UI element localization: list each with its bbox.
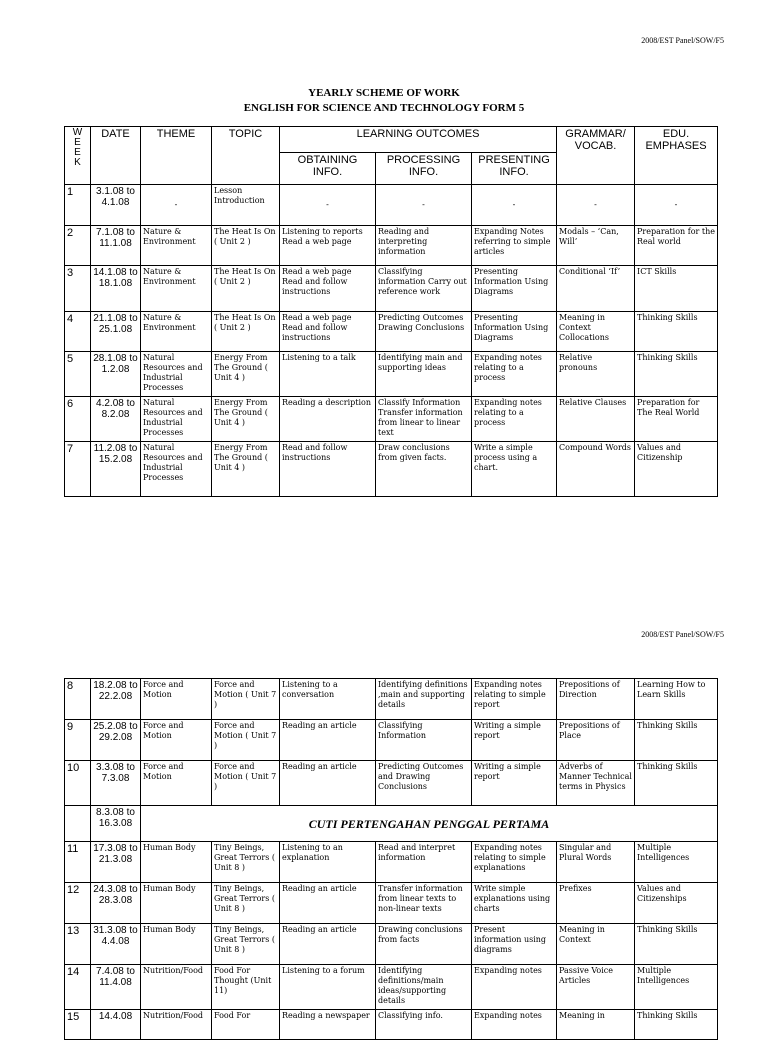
- date-cell: 7.1.08 to 11.1.08: [91, 226, 141, 266]
- obtaining-info-cell: Listening to a conversation: [280, 679, 376, 720]
- date-cell: 14.4.08: [91, 1010, 141, 1040]
- grammar-vocab-cell: Compound Words: [557, 442, 635, 497]
- edu-emphases-cell: Values and Citizenship: [635, 442, 718, 497]
- date-cell: 25.2.08 to 29.2.08: [91, 720, 141, 761]
- topic-cell: Energy From The Ground ( Unit 4 ): [212, 397, 280, 442]
- presenting-info-cell: Expanding notes: [472, 965, 557, 1010]
- processing-info-cell: Classifying Information: [376, 720, 472, 761]
- presenting-info-cell: Expanding notes relating to simple explanations: [472, 842, 557, 883]
- table-row: [65, 720, 718, 761]
- grammar-vocab-cell: Prefixes: [557, 883, 635, 924]
- table-row: [65, 883, 718, 924]
- grammar-vocab-cell: Meaning in Context: [557, 924, 635, 965]
- page-reference: 2008/EST Panel/SOW/F5: [641, 36, 724, 45]
- edu-emphases-cell: Multiple Intelligences: [635, 842, 718, 883]
- theme-cell: Nutrition/Food: [141, 965, 212, 1010]
- grammar-vocab-cell: Relative pronouns: [557, 352, 635, 397]
- obtaining-info-cell: Reading an article: [280, 761, 376, 806]
- processing-info-cell: Classifying information Carry out reference work: [376, 266, 472, 312]
- obtaining-info-cell: Reading a description: [280, 397, 376, 442]
- scheme-table-page2: [64, 678, 718, 1040]
- header-processing: PROCESSING INFO.: [376, 153, 472, 185]
- week-cell: 5: [65, 352, 91, 397]
- week-cell: 15: [65, 1010, 91, 1040]
- processing-info-cell: Transfer information from linear texts to non-linear texts: [376, 883, 472, 924]
- processing-info-cell: -: [376, 185, 472, 226]
- obtaining-info-cell: Reading an article: [280, 883, 376, 924]
- edu-emphases-cell: ICT Skills: [635, 266, 718, 312]
- theme-cell: Human Body: [141, 924, 212, 965]
- scheme-table-page1: [64, 126, 718, 497]
- theme-cell: Nature & Environment: [141, 226, 212, 266]
- processing-info-cell: Read and interpret information: [376, 842, 472, 883]
- week-cell: 11: [65, 842, 91, 883]
- date-cell: 3.1.08 to 4.1.08: [91, 185, 141, 226]
- header-obtaining: OBTAINING INFO.: [280, 153, 376, 185]
- topic-cell: Force and Motion ( Unit 7 ): [212, 679, 280, 720]
- obtaining-info-cell: Reading a newspaper: [280, 1010, 376, 1040]
- date-cell: 7.4.08 to 11.4.08: [91, 965, 141, 1010]
- date-cell: 8.3.08 to 16.3.08: [91, 806, 141, 842]
- table-row: [65, 924, 718, 965]
- obtaining-info-cell: Listening to reports Read a web page: [280, 226, 376, 266]
- obtaining-info-cell: Reading an article: [280, 720, 376, 761]
- table-row: [65, 185, 718, 226]
- date-cell: 24.3.08 to 28.3.08: [91, 883, 141, 924]
- date-cell: 3.3.08 to 7.3.08: [91, 761, 141, 806]
- date-cell: 18.2.08 to 22.2.08: [91, 679, 141, 720]
- presenting-info-cell: -: [472, 185, 557, 226]
- grammar-vocab-cell: Singular and Plural Words: [557, 842, 635, 883]
- theme-cell: Natural Resources and Industrial Processes: [141, 442, 212, 497]
- week-cell: 2: [65, 226, 91, 266]
- presenting-info-cell: Present information using diagrams: [472, 924, 557, 965]
- presenting-info-cell: Presenting Information Using Diagrams: [472, 312, 557, 352]
- date-cell: 17.3.08 to 21.3.08: [91, 842, 141, 883]
- theme-cell: Human Body: [141, 883, 212, 924]
- presenting-info-cell: Writing a simple report: [472, 761, 557, 806]
- grammar-vocab-cell: Prepositions of Direction: [557, 679, 635, 720]
- week-cell: 1: [65, 185, 91, 226]
- theme-cell: Nutrition/Food: [141, 1010, 212, 1040]
- edu-emphases-cell: Values and Citizenships: [635, 883, 718, 924]
- edu-emphases-cell: Thinking Skills: [635, 924, 718, 965]
- week-cell: 7: [65, 442, 91, 497]
- topic-cell: Tiny Beings, Great Terrors ( Unit 8 ): [212, 842, 280, 883]
- week-cell: 8: [65, 679, 91, 720]
- header-edu: EDU. EMPHASES: [635, 127, 718, 185]
- processing-info-cell: Predicting Outcomes and Drawing Conclusions: [376, 761, 472, 806]
- table-row: [65, 842, 718, 883]
- presenting-info-cell: Expanding Notes referring to simple articles: [472, 226, 557, 266]
- obtaining-info-cell: -: [280, 185, 376, 226]
- week-cell: 6: [65, 397, 91, 442]
- theme-cell: Nature & Environment: [141, 312, 212, 352]
- theme-cell: Natural Resources and Industrial Processes: [141, 397, 212, 442]
- obtaining-info-cell: Read and follow instructions: [280, 442, 376, 497]
- header-topic: TOPIC: [212, 127, 280, 185]
- processing-info-cell: Identifying definitions/main ideas/supporting details: [376, 965, 472, 1010]
- date-cell: 31.3.08 to 4.4.08: [91, 924, 141, 965]
- table-row: [65, 312, 718, 352]
- presenting-info-cell: Write a simple process using a chart.: [472, 442, 557, 497]
- theme-cell: Nature & Environment: [141, 266, 212, 312]
- obtaining-info-cell: Listening to a talk: [280, 352, 376, 397]
- table-row: [65, 352, 718, 397]
- table-row: [65, 761, 718, 806]
- processing-info-cell: Identifying definitions ,main and supporting details: [376, 679, 472, 720]
- presenting-info-cell: Expanding notes relating to a process: [472, 352, 557, 397]
- table-row: [65, 1010, 718, 1040]
- grammar-vocab-cell: Meaning in Context Collocations: [557, 312, 635, 352]
- grammar-vocab-cell: -: [557, 185, 635, 226]
- table-row: [65, 266, 718, 312]
- holiday-label: CUTI PERTENGAHAN PENGGAL PERTAMA: [141, 806, 718, 842]
- theme-cell: Force and Motion: [141, 761, 212, 806]
- header-theme: THEME: [141, 127, 212, 185]
- topic-cell: The Heat Is On ( Unit 2 ): [212, 266, 280, 312]
- week-cell: 14: [65, 965, 91, 1010]
- topic-cell: Force and Motion ( Unit 7 ): [212, 761, 280, 806]
- edu-emphases-cell: Thinking Skills: [635, 720, 718, 761]
- topic-cell: Lesson Introduction: [212, 185, 280, 226]
- presenting-info-cell: Presenting Information Using Diagrams: [472, 266, 557, 312]
- table-row: [65, 226, 718, 266]
- topic-cell: Food For Thought (Unit 11): [212, 965, 280, 1010]
- table-row: [65, 442, 718, 497]
- header-presenting: PRESENTING INFO.: [472, 153, 557, 185]
- processing-info-cell: Draw conclusions from given facts.: [376, 442, 472, 497]
- document-subtitle: ENGLISH FOR SCIENCE AND TECHNOLOGY FORM 5: [243, 102, 525, 114]
- presenting-info-cell: Writing a simple report: [472, 720, 557, 761]
- processing-info-cell: Classifying info.: [376, 1010, 472, 1040]
- table-row: [65, 965, 718, 1010]
- grammar-vocab-cell: Passive Voice Articles: [557, 965, 635, 1010]
- presenting-info-cell: Expanding notes relating to simple report: [472, 679, 557, 720]
- grammar-vocab-cell: Modals – ‘Can, Will’: [557, 226, 635, 266]
- obtaining-info-cell: Listening to an explanation: [280, 842, 376, 883]
- week-cell: 9: [65, 720, 91, 761]
- week-cell: 12: [65, 883, 91, 924]
- header-learning-outcomes: LEARNING OUTCOMES: [280, 127, 557, 153]
- theme-cell: Natural Resources and Industrial Processes: [141, 352, 212, 397]
- grammar-vocab-cell: Relative Clauses: [557, 397, 635, 442]
- topic-cell: Tiny Beings, Great Terrors ( Unit 8 ): [212, 924, 280, 965]
- topic-cell: Energy From The Ground ( Unit 4 ): [212, 352, 280, 397]
- edu-emphases-cell: Multiple Intelligences: [635, 965, 718, 1010]
- obtaining-info-cell: Reading an article: [280, 924, 376, 965]
- obtaining-info-cell: Listening to a forum: [280, 965, 376, 1010]
- header-grammar: GRAMMAR/ VOCAB.: [557, 127, 635, 185]
- grammar-vocab-cell: Adverbs of Manner Technical terms in Physics: [557, 761, 635, 806]
- header-week: W E E K: [65, 127, 91, 185]
- page-reference: 2008/EST Panel/SOW/F5: [641, 630, 724, 639]
- grammar-vocab-cell: Meaning in: [557, 1010, 635, 1040]
- processing-info-cell: Classify Information Transfer information from linear to linear text: [376, 397, 472, 442]
- topic-cell: The Heat Is On ( Unit 2 ): [212, 312, 280, 352]
- processing-info-cell: Drawing conclusions from facts: [376, 924, 472, 965]
- edu-emphases-cell: Thinking Skills: [635, 761, 718, 806]
- holiday-row: [65, 806, 718, 842]
- week-cell: 4: [65, 312, 91, 352]
- week-cell: [65, 806, 91, 842]
- edu-emphases-cell: Learning How to Learn Skills: [635, 679, 718, 720]
- date-cell: 28.1.08 to 1.2.08: [91, 352, 141, 397]
- theme-cell: Force and Motion: [141, 720, 212, 761]
- grammar-vocab-cell: Prepositions of Place: [557, 720, 635, 761]
- presenting-info-cell: Expanding notes: [472, 1010, 557, 1040]
- theme-cell: Force and Motion: [141, 679, 212, 720]
- week-cell: 13: [65, 924, 91, 965]
- presenting-info-cell: Expanding notes relating to a process: [472, 397, 557, 442]
- topic-cell: Energy From The Ground ( Unit 4 ): [212, 442, 280, 497]
- topic-cell: The Heat Is On ( Unit 2 ): [212, 226, 280, 266]
- edu-emphases-cell: Thinking Skills: [635, 352, 718, 397]
- document-title: YEARLY SCHEME OF WORK: [308, 87, 460, 99]
- edu-emphases-cell: Preparation for The Real World: [635, 397, 718, 442]
- processing-info-cell: Reading and interpreting information: [376, 226, 472, 266]
- header-date: DATE: [91, 127, 141, 185]
- date-cell: 11.2.08 to 15.2.08: [91, 442, 141, 497]
- obtaining-info-cell: Read a web page Read and follow instructions: [280, 266, 376, 312]
- edu-emphases-cell: Preparation for the Real world: [635, 226, 718, 266]
- grammar-vocab-cell: Conditional ‘If’: [557, 266, 635, 312]
- theme-cell: Human Body: [141, 842, 212, 883]
- obtaining-info-cell: Read a web page Read and follow instructions: [280, 312, 376, 352]
- date-cell: 21.1.08 to 25.1.08: [91, 312, 141, 352]
- topic-cell: Food For: [212, 1010, 280, 1040]
- topic-cell: Tiny Beings, Great Terrors ( Unit 8 ): [212, 883, 280, 924]
- topic-cell: Force and Motion ( Unit 7 ): [212, 720, 280, 761]
- table-row: [65, 679, 718, 720]
- edu-emphases-cell: Thinking Skills: [635, 1010, 718, 1040]
- theme-cell: -: [141, 185, 212, 226]
- week-cell: 3: [65, 266, 91, 312]
- date-cell: 14.1.08 to 18.1.08: [91, 266, 141, 312]
- table-row: [65, 397, 718, 442]
- processing-info-cell: Predicting Outcomes Drawing Conclusions: [376, 312, 472, 352]
- edu-emphases-cell: Thinking Skills: [635, 312, 718, 352]
- processing-info-cell: Identifying main and supporting ideas: [376, 352, 472, 397]
- date-cell: 4.2.08 to 8.2.08: [91, 397, 141, 442]
- week-cell: 10: [65, 761, 91, 806]
- presenting-info-cell: Write simple explanations using charts: [472, 883, 557, 924]
- edu-emphases-cell: -: [635, 185, 718, 226]
